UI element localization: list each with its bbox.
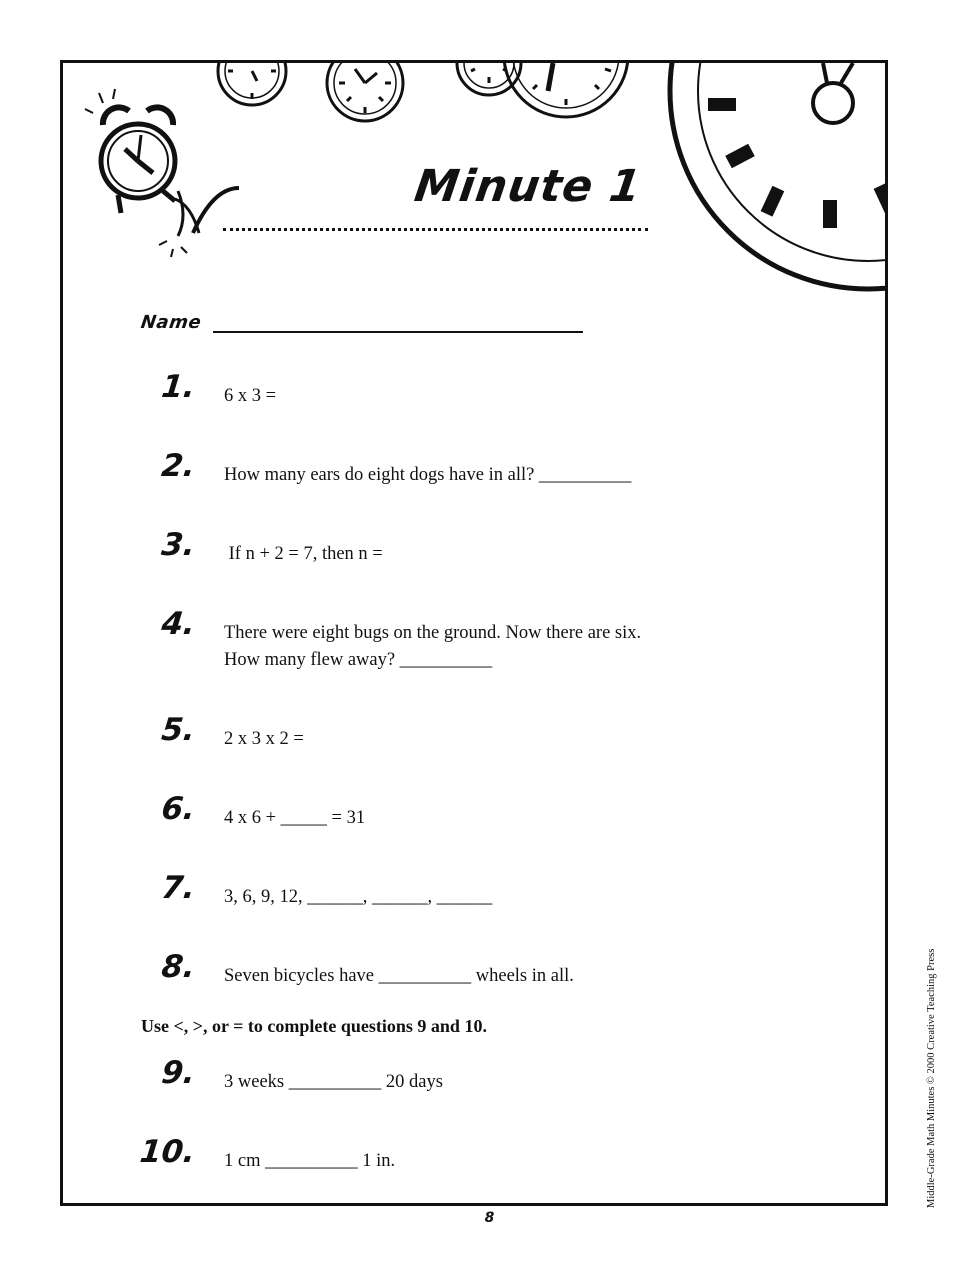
question-number: 9. — [159, 1055, 197, 1091]
small-clock-icon — [327, 63, 403, 121]
question-text: 6 x 3 = — [224, 386, 277, 406]
worksheet-frame — [60, 60, 888, 1206]
question-number: 5. — [159, 712, 197, 748]
question-number: 3. — [159, 527, 197, 563]
small-clock-icon — [504, 63, 628, 117]
name-label: Name — [139, 312, 203, 333]
question-text: How many ears do eight dogs have in all? __________ — [224, 465, 632, 485]
question-text: 2 x 3 x 2 = — [224, 729, 304, 749]
title-divider — [223, 228, 648, 231]
question-text: 1 cm __________ 1 in. — [224, 1151, 396, 1171]
question-text: There were eight bugs on the ground. Now there are six. — [224, 623, 642, 643]
question-text: How many flew away? __________ — [224, 650, 493, 670]
name-row — [141, 311, 583, 333]
question-number: 6. — [159, 791, 197, 827]
question-number: 2. — [159, 448, 197, 484]
alarm-clock-icon — [85, 89, 239, 257]
question-text: Seven bicycles have __________ wheels in all. — [224, 966, 574, 986]
question-number: 8. — [159, 949, 197, 985]
question-text: 3 weeks __________ 20 days — [224, 1072, 443, 1092]
question-text: If n + 2 = 7, then n = — [224, 544, 383, 564]
question-number: 7. — [159, 870, 197, 906]
question-number: 1. — [159, 369, 197, 405]
small-clock-icon — [218, 63, 286, 105]
large-clock-icon — [670, 63, 888, 289]
name-input-line[interactable] — [213, 311, 583, 333]
question-text: 3, 6, 9, 12, ______, ______, ______ — [224, 887, 493, 907]
question-number: 10. — [138, 1134, 197, 1170]
question-number: 4. — [159, 606, 197, 642]
small-clock-icon — [457, 63, 521, 95]
instructions-text: Use <, >, or = to complete questions 9 and 10. — [141, 1016, 487, 1036]
question-text: 4 x 6 + _____ = 31 — [224, 808, 366, 828]
page-number: 8 — [484, 1210, 495, 1226]
page-title: Minute 1 — [411, 161, 645, 212]
copyright-credit: Middle-Grade Math Minutes © 2000 Creative Teaching Press — [926, 948, 937, 1208]
